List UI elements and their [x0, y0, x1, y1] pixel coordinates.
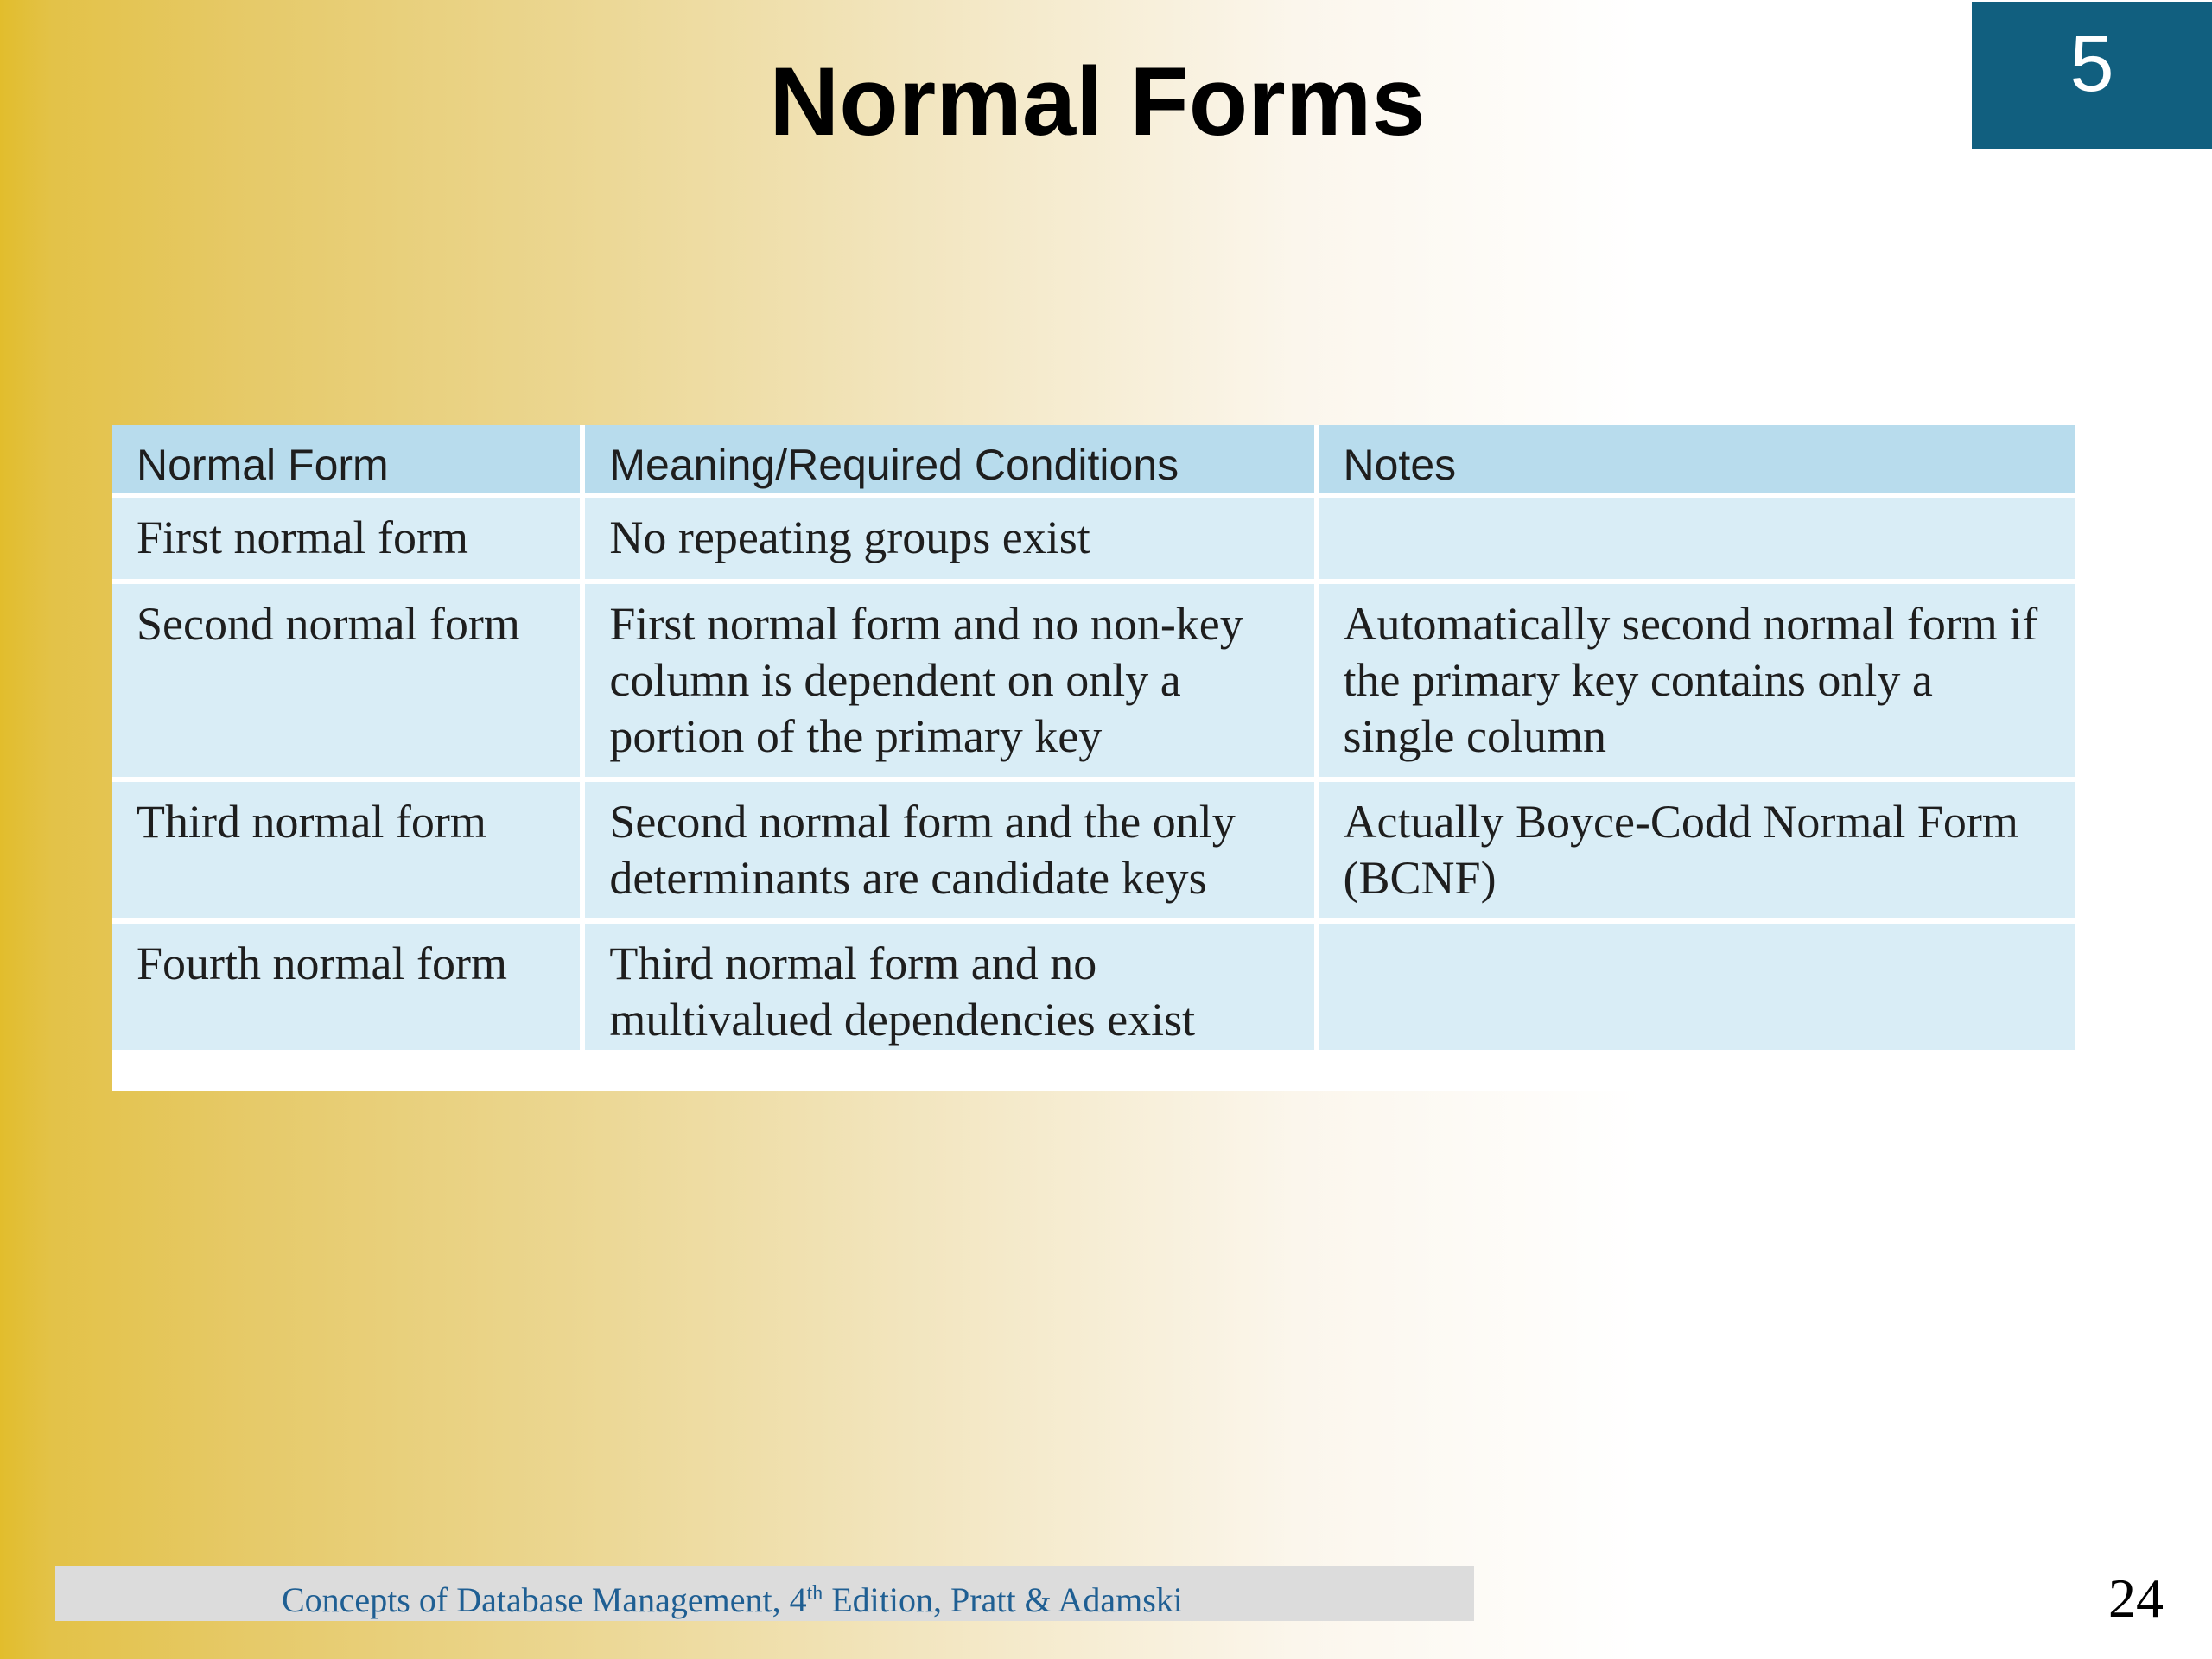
table-row	[112, 924, 2075, 1050]
table-header-row	[112, 425, 2075, 493]
footer-superscript: th	[806, 1582, 823, 1605]
cell-normal-form: Fourth normal form	[112, 924, 580, 1050]
cell-meaning: Third normal form and no multivalued dependencies exist	[585, 924, 1313, 1050]
cell-notes	[1319, 924, 2075, 1050]
footer-text-after: Edition, Pratt & Adamski	[823, 1580, 1183, 1619]
cell-normal-form: First normal form	[112, 498, 580, 579]
cell-notes	[1319, 498, 2075, 579]
cell-meaning: First normal form and no non-key column is dependent on only a portion of the primary key	[585, 584, 1313, 777]
cell-normal-form: Third normal form	[112, 782, 580, 918]
slide-title: Normal Forms	[769, 48, 1426, 156]
table-row	[112, 584, 2075, 777]
footer-citation	[282, 1580, 1183, 1620]
header-normal-form: Normal Form	[112, 425, 580, 493]
footer-text-before: Concepts of Database Management, 4	[282, 1580, 807, 1619]
normal-forms-table	[107, 420, 2080, 1055]
table-row	[112, 782, 2075, 918]
cell-notes: Actually Boyce-Codd Normal Form (BCNF)	[1319, 782, 2075, 918]
chapter-badge: 5	[1972, 2, 2212, 149]
normal-forms-table-container	[112, 425, 2085, 1091]
table-row	[112, 498, 2075, 579]
cell-normal-form: Second normal form	[112, 584, 580, 777]
header-meaning: Meaning/Required Conditions	[585, 425, 1313, 493]
cell-meaning: No repeating groups exist	[585, 498, 1313, 579]
header-notes: Notes	[1319, 425, 2075, 493]
cell-meaning: Second normal form and the only determinants are candidate keys	[585, 782, 1313, 918]
cell-notes: Automatically second normal form if the primary key contains only a single column	[1319, 584, 2075, 777]
page-number: 24	[2108, 1567, 2164, 1629]
